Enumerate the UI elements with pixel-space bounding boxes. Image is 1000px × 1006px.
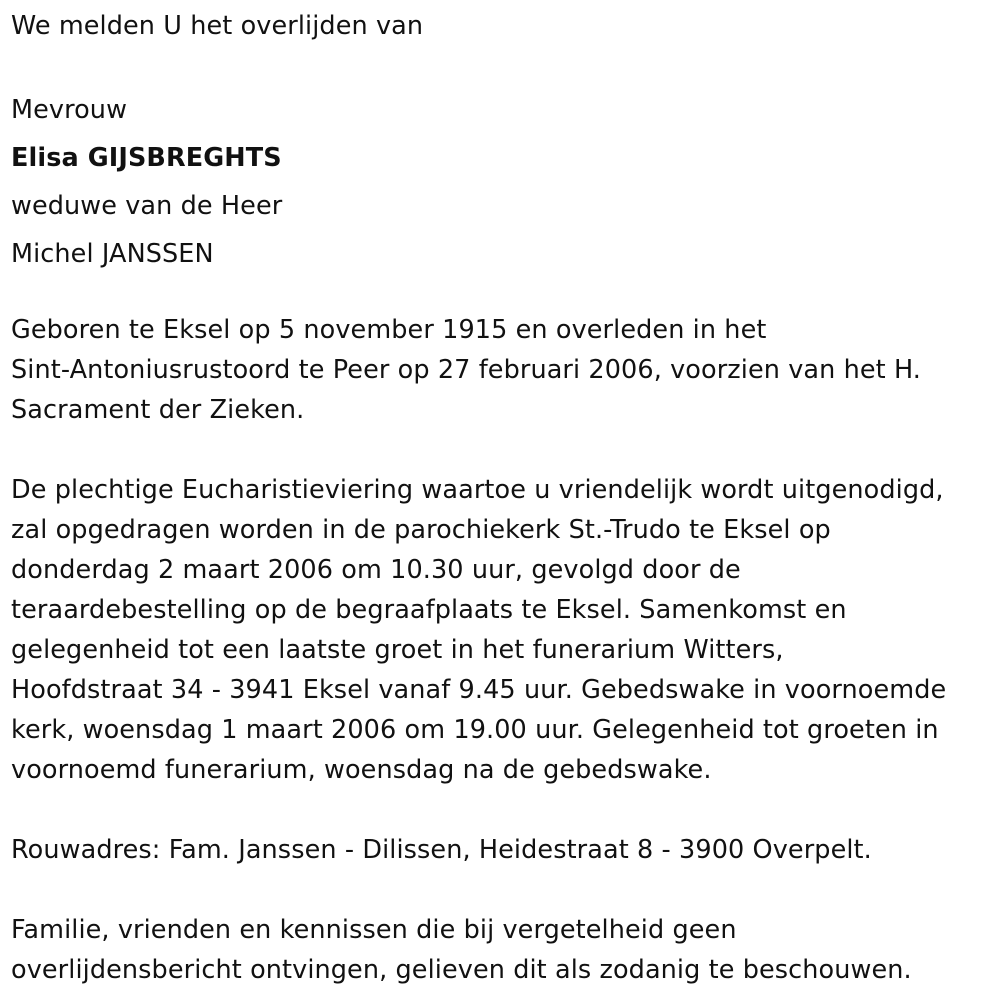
paragraph-line: overlijdensbericht ontvingen, gelieven dit als zodanig te beschouwen. — [11, 955, 912, 985]
paragraph-line: donderdag 2 maart 2006 om 10.30 uur, gevolgd door de — [11, 555, 741, 585]
intro-line: We melden U het overlijden van — [11, 11, 424, 41]
paragraph-line: De plechtige Eucharistieviering waartoe u vriendelijk wordt uitgenodigd, — [11, 475, 944, 505]
paragraph-line: kerk, woensdag 1 maart 2006 om 19.00 uur. Gelegenheid tot groeten in — [11, 715, 939, 745]
paragraph-line: Sint-Antoniusrustoord te Peer op 27 februari 2006, voorzien van het H. — [11, 355, 921, 385]
paragraph-line: zal opgedragen worden in de parochiekerk St.-Trudo te Eksel op — [11, 515, 831, 545]
person-block — [11, 86, 996, 278]
paragraph-line: voornoemd funerarium, woensdag na de gebedswake. — [11, 755, 712, 785]
mourning-address: Rouwadres: Fam. Janssen - Dilissen, Heidestraat 8 - 3900 Overpelt. — [11, 835, 872, 865]
spacer — [11, 430, 996, 470]
paragraph-line: teraardebestelling op de begraafplaats te Eksel. Samenkomst en — [11, 595, 847, 625]
paragraph-line: gelegenheid tot een laatste groet in het funerarium Witters, — [11, 635, 784, 665]
spacer — [11, 870, 996, 910]
paragraph-line: Geboren te Eksel op 5 november 1915 en overleden in het — [11, 315, 767, 345]
spouse-name: Michel JANSSEN — [11, 239, 214, 269]
birth-death-paragraph — [11, 310, 996, 430]
spacer — [11, 278, 996, 310]
person-relation: weduwe van de Heer — [11, 191, 283, 221]
closing-paragraph — [11, 910, 996, 990]
spacer — [11, 46, 996, 86]
person-name: Elisa GIJSBREGHTS — [11, 143, 282, 173]
paragraph-line: Hoofdstraat 34 - 3941 Eksel vanaf 9.45 uur. Gebedswake in voornoemde — [11, 675, 947, 705]
person-title: Mevrouw — [11, 95, 128, 125]
paragraph-line: Sacrament der Zieken. — [11, 395, 305, 425]
paragraph-line: Familie, vrienden en kennissen die bij vergetelheid geen — [11, 915, 737, 945]
spacer — [11, 790, 996, 830]
service-paragraph — [11, 470, 996, 790]
death-notice-document — [11, 6, 996, 990]
